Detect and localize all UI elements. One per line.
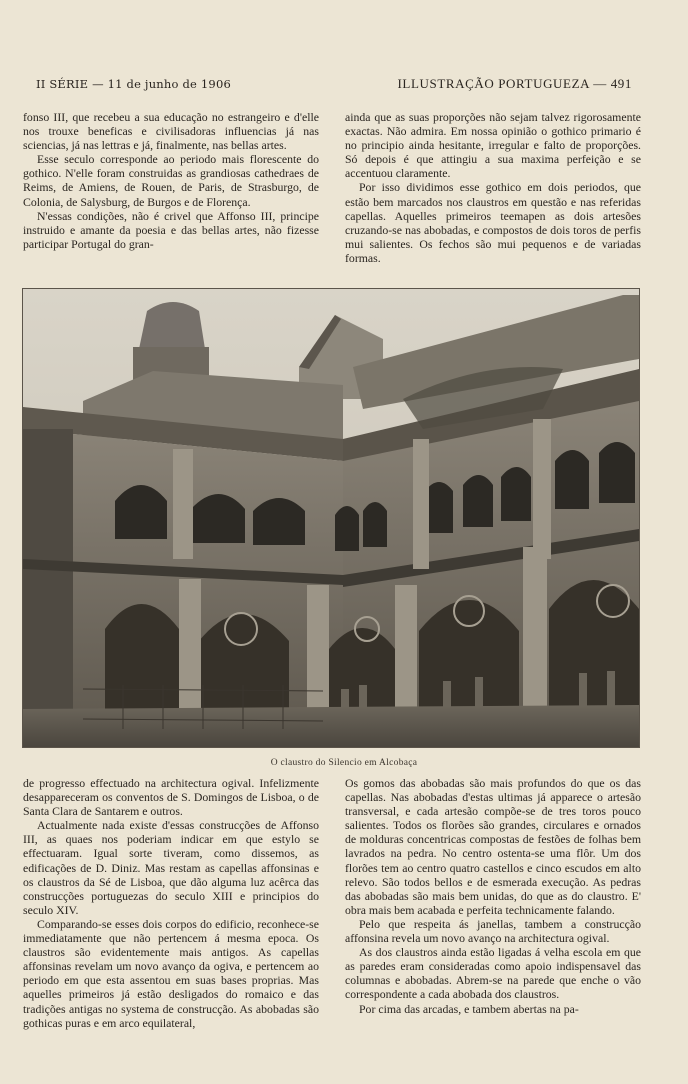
paragraph: Os gomos das abobadas são mais profundos do que os das capellas. Nas abobadas d'estas ultimas já apparece o artesão transversal, e cada artesão compõe-se de tres toros pouco salientes. Todos os florões são grandes, circulares e ornados de molduras concentricas compostas de festões de folhas bem lavrados na pedra. No centro ostenta-se uma flôr. Um dos florões tem ao centro quatro castellos e cinco escudos em alto relevo. São todos bellos e de esmerada execução. As pedras das abobadas são mais bem unidas, do que as do claustro. E' obra mais bem acabada e perfeita technicamente falando. [345,776,641,917]
paragraph: de progresso effectuado na architectura ogival. Infelizmente desappareceram os conventos de S. Domingos de Lisboa, o de Santa Clara de Santarem e outros. [23,776,319,819]
magazine-title-page-number: ILLUSTRAÇÃO PORTUGUEZA — 491 [397,76,632,91]
paragraph: Esse seculo corresponde ao periodo mais florescente do gothico. N'elle foram construidas as grandiosas cathedraes de Reims, de Amiens, de Rouen, de Paris, de Strasburgo, de Colonia, de Salysburg, de Burgos e de Florença. [23,152,319,209]
paragraph: Actualmente nada existe d'essas construcções de Affonso III, as quaes nos poderiam indicar em que estylo se effectuaram. Igual sorte tiveram, como dissemos, as edificações de D. Diniz. Mas restam as capellas affonsinas e os claustros da Sé de Lisboa, que dão alguma luz acêrca das construcções portuguezas do seculo XIII e principios do seculo XIV. [23,818,319,917]
series-date: II SÉRIE — 11 de junho de 1906 [36,77,231,91]
cloister-photograph [22,288,640,748]
paragraph: Por isso dividimos esse gothico em dois periodos, que estão bem marcados nos claustros em questão e nas referidas capellas. Aquelles primeiros teemapen as dois artesões cruzando-se nas abobadas, e compostos de dois toros de perfis mui salientes. Os fechos são mui pequenos e de variadas formas. [345,180,641,265]
paragraph: ainda que as suas proporções não sejam talvez rigorosamente exactas. Não admira. Em nossa opinião o gothico primario é no principio ainda hesitante, irregular e falto de proporções. Só depois é que attingiu a sua maxima perfeição e se accentuou claramente. [345,110,641,181]
paragraph: N'essas condições, não é crivel que Affonso III, principe instruido e amante da poesia e das bellas artes, não fizesse participar Portugal do gran- [23,208,319,251]
paragraph: fonso III, que recebeu a sua educação no estrangeiro e d'elle nos trouxe beneficas e civilisadoras influencias já nas sciencias, já nas lettras e já, finalmente, nas bellas artes. [23,110,319,153]
text-column-top-right [345,110,641,265]
text-column-bottom-left [23,776,319,1030]
photo-caption: O claustro do Silencio em Alcobaça [270,758,418,768]
paragraph: Comparando-se esses dois corpos do edificio, reconhece-se immediatamente que não pertencem á mesma epoca. Os claustros são evidentemente mais antigos. As capellas affonsinas revelam um novo avanço da ogiva, e pertencem ao periodo em que esta assentou em suas bases proprias. Mas aquelles primeiros já estão desligados do romaico e das tradições antigas no systema de construcção. As abobadas são gothicas puras e em arco equilateral, [23,916,319,1030]
cloister-illustration [23,289,639,747]
paragraph: As dos claustros ainda estão ligadas á velha escola em que as paredes eram consideradas como apoio indispensavel das columnas e abobadas. Abrem-se na parede que enche o vão correspondente a cada abobada dos claustros. [345,945,641,1002]
paragraph: Pelo que respeita ás janellas, tambem a construcção affonsina revela um novo avanço na architectura ogival. [345,916,641,946]
text-column-top-left [23,110,319,251]
text-column-bottom-right [345,776,641,1016]
paragraph: Por cima das arcadas, e tambem abertas na pa- [359,1001,579,1016]
running-head [36,76,632,92]
